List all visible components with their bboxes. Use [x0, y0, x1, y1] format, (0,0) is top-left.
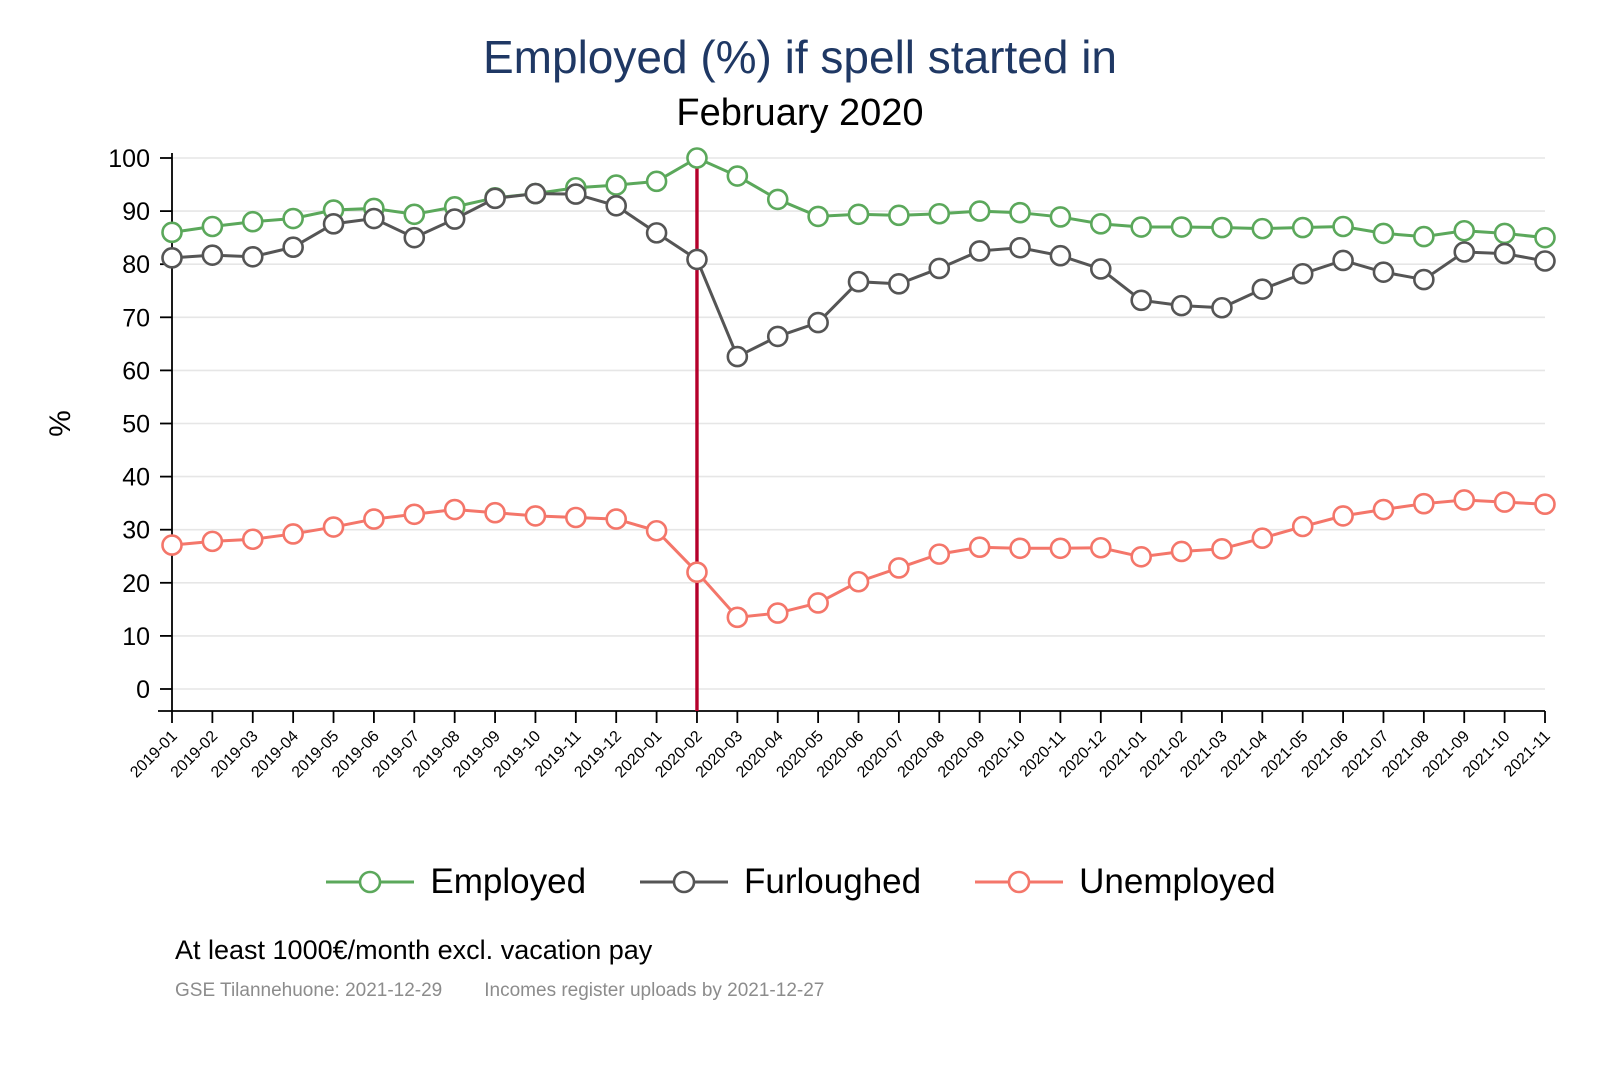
data-point — [243, 247, 262, 266]
data-point — [284, 524, 303, 543]
x-tick-label: 2020-06 — [813, 727, 868, 782]
data-point — [1091, 538, 1110, 557]
data-point — [1414, 227, 1433, 246]
data-point — [445, 500, 464, 519]
x-tick-label: 2020-01 — [611, 727, 666, 782]
x-tick-label: 2021-05 — [1257, 727, 1312, 782]
legend-item-unemployed[interactable] — [973, 862, 1276, 902]
data-point — [1172, 296, 1191, 315]
data-point — [1374, 224, 1393, 243]
data-point — [566, 508, 585, 527]
x-tick-label: 2019-01 — [127, 727, 181, 782]
legend — [0, 862, 1600, 902]
data-point — [768, 327, 787, 346]
axis-lines — [158, 153, 1545, 711]
data-point — [203, 246, 222, 265]
legend-label-furloughed: Furloughed — [744, 862, 922, 901]
data-point — [1293, 218, 1312, 237]
x-tick-label: 2019-05 — [288, 727, 343, 782]
data-point — [1091, 214, 1110, 233]
data-point — [1334, 217, 1353, 236]
data-point — [930, 259, 949, 278]
x-tick-label: 2020-05 — [773, 727, 827, 782]
data-point — [1132, 218, 1151, 237]
legend-label-employed: Employed — [430, 862, 587, 901]
legend-symbol-unemployed — [973, 867, 1065, 897]
legend-label-unemployed: Unemployed — [1079, 862, 1276, 901]
data-point — [728, 608, 747, 627]
x-tick-label: 2021-02 — [1136, 727, 1191, 782]
gridlines — [172, 158, 1545, 689]
x-tick-label: 2020-07 — [854, 727, 908, 782]
data-point — [1253, 219, 1272, 238]
data-point — [970, 241, 989, 260]
data-point — [324, 214, 343, 233]
y-tick-label: 70 — [122, 304, 150, 333]
data-point — [1414, 270, 1433, 289]
x-tick-label: 2019-02 — [167, 727, 222, 782]
x-tick-label: 2019-07 — [369, 727, 424, 782]
data-point — [1011, 238, 1030, 257]
x-tick-label: 2020-11 — [1016, 727, 1070, 781]
data-point — [1455, 490, 1474, 509]
x-axis-ticks — [127, 711, 1554, 781]
data-point — [526, 184, 545, 203]
data-point — [1334, 251, 1353, 270]
data-point — [405, 228, 424, 247]
x-tick-label: 2021-04 — [1217, 727, 1272, 782]
y-tick-label: 80 — [122, 251, 150, 280]
x-tick-label: 2019-09 — [450, 727, 504, 782]
data-point — [1455, 242, 1474, 261]
x-tick-label: 2021-01 — [1096, 727, 1151, 782]
data-series — [163, 149, 1555, 627]
data-point — [1455, 221, 1474, 240]
data-point — [203, 532, 222, 551]
data-point — [687, 563, 706, 582]
legend-item-employed[interactable] — [324, 862, 586, 902]
data-point — [1172, 542, 1191, 561]
data-point — [163, 536, 182, 555]
footnote-source: GSE Tilannehuone: 2021-12-29 — [175, 980, 443, 1001]
data-point — [687, 250, 706, 269]
data-point — [526, 506, 545, 525]
x-tick-label: 2021-03 — [1177, 727, 1231, 782]
data-point — [405, 205, 424, 224]
data-point — [486, 503, 505, 522]
data-point — [809, 207, 828, 226]
x-tick-label: 2020-09 — [934, 727, 989, 782]
y-tick-label: 0 — [136, 676, 150, 704]
data-point — [1536, 252, 1555, 271]
data-point — [1212, 539, 1231, 558]
data-point — [324, 518, 343, 537]
data-point — [1051, 539, 1070, 558]
data-point — [1495, 493, 1514, 512]
data-point — [1212, 218, 1231, 237]
chart-title: Employed (%) if spell started in — [482, 31, 1118, 83]
data-point — [243, 530, 262, 549]
y-tick-label: 30 — [122, 516, 150, 545]
data-point — [849, 205, 868, 224]
series-employed — [163, 149, 1555, 248]
data-point — [445, 210, 464, 229]
x-tick-label: 2021-08 — [1379, 727, 1433, 782]
data-point — [1132, 547, 1151, 566]
data-point — [1495, 224, 1514, 243]
x-tick-label: 2019-08 — [409, 727, 464, 782]
data-point — [1495, 244, 1514, 263]
data-point — [405, 505, 424, 524]
x-tick-label: 2019-11 — [531, 727, 585, 781]
x-tick-label: 2020-08 — [894, 727, 949, 782]
data-point — [163, 248, 182, 267]
data-point — [768, 190, 787, 209]
data-point — [930, 204, 949, 223]
data-point — [607, 510, 626, 529]
data-point — [1536, 228, 1555, 247]
data-point — [607, 196, 626, 215]
footnote-uploads: Incomes register uploads by 2021-12-27 — [484, 980, 825, 1001]
x-tick-label: 2020-02 — [652, 727, 706, 782]
data-point — [728, 167, 747, 186]
data-point — [486, 189, 505, 208]
series-unemployed — [163, 490, 1555, 626]
data-point — [1051, 246, 1070, 265]
legend-symbol-employed — [324, 867, 416, 897]
data-point — [809, 313, 828, 332]
y-tick-label: 50 — [122, 410, 150, 439]
y-tick-label: 60 — [122, 357, 150, 386]
data-point — [607, 176, 626, 195]
x-tick-label: 2021-11 — [1501, 727, 1554, 781]
x-tick-label: 2019-04 — [248, 727, 302, 782]
y-tick-label: 20 — [122, 569, 150, 598]
data-point — [284, 238, 303, 257]
x-tick-label: 2021-09 — [1419, 727, 1474, 782]
data-point — [1132, 291, 1151, 310]
data-point — [647, 521, 666, 540]
data-point — [1253, 280, 1272, 299]
data-point — [647, 172, 666, 191]
y-tick-label: 40 — [122, 463, 150, 492]
legend-symbol-furloughed — [638, 867, 730, 897]
x-tick-label: 2019-12 — [571, 727, 626, 782]
x-tick-label: 2019-03 — [208, 727, 262, 782]
data-point — [970, 202, 989, 221]
data-point — [364, 209, 383, 228]
data-point — [889, 206, 908, 225]
y-axis-label: % — [44, 410, 77, 437]
data-point — [1091, 259, 1110, 278]
data-point — [1212, 298, 1231, 317]
data-point — [364, 510, 383, 529]
data-point — [728, 347, 747, 366]
legend-item-furloughed[interactable] — [638, 862, 921, 902]
x-tick-label: 2020-04 — [733, 727, 787, 782]
x-tick-label: 2020-12 — [1056, 727, 1110, 782]
x-tick-label: 2021-06 — [1298, 727, 1352, 782]
y-tick-label: 90 — [122, 198, 150, 227]
data-point — [163, 223, 182, 242]
y-tick-label: 100 — [108, 145, 150, 173]
data-point — [1253, 529, 1272, 548]
y-tick-label: 10 — [122, 622, 150, 651]
data-point — [1051, 207, 1070, 226]
data-point — [284, 209, 303, 228]
data-point — [849, 272, 868, 291]
x-tick-label: 2020-03 — [692, 727, 747, 782]
data-point — [809, 593, 828, 612]
data-point — [566, 185, 585, 204]
chart-subtitle: February 2020 — [676, 92, 924, 134]
data-point — [1011, 539, 1030, 558]
x-tick-label: 2019-06 — [329, 727, 383, 782]
x-tick-label: 2020-10 — [975, 727, 1029, 782]
data-point — [1334, 506, 1353, 525]
footnote-secondary — [175, 980, 824, 1002]
data-point — [1374, 500, 1393, 519]
data-point — [889, 558, 908, 577]
data-point — [1536, 495, 1555, 514]
data-point — [687, 149, 706, 168]
data-point — [647, 223, 666, 242]
data-point — [849, 572, 868, 591]
x-tick-label: 2021-07 — [1338, 727, 1393, 782]
data-point — [1293, 264, 1312, 283]
x-tick-label: 2019-10 — [490, 727, 545, 782]
data-point — [1172, 218, 1191, 237]
data-point — [970, 538, 989, 557]
data-point — [1414, 494, 1433, 513]
data-point — [930, 545, 949, 564]
data-point — [1374, 263, 1393, 282]
data-point — [203, 217, 222, 236]
data-point — [768, 604, 787, 623]
x-tick-label: 2021-10 — [1459, 727, 1514, 782]
data-point — [1293, 517, 1312, 536]
data-point — [1011, 203, 1030, 222]
footnote-primary: At least 1000€/month excl. vacation pay — [175, 935, 653, 965]
data-point — [889, 274, 908, 293]
data-point — [243, 212, 262, 231]
